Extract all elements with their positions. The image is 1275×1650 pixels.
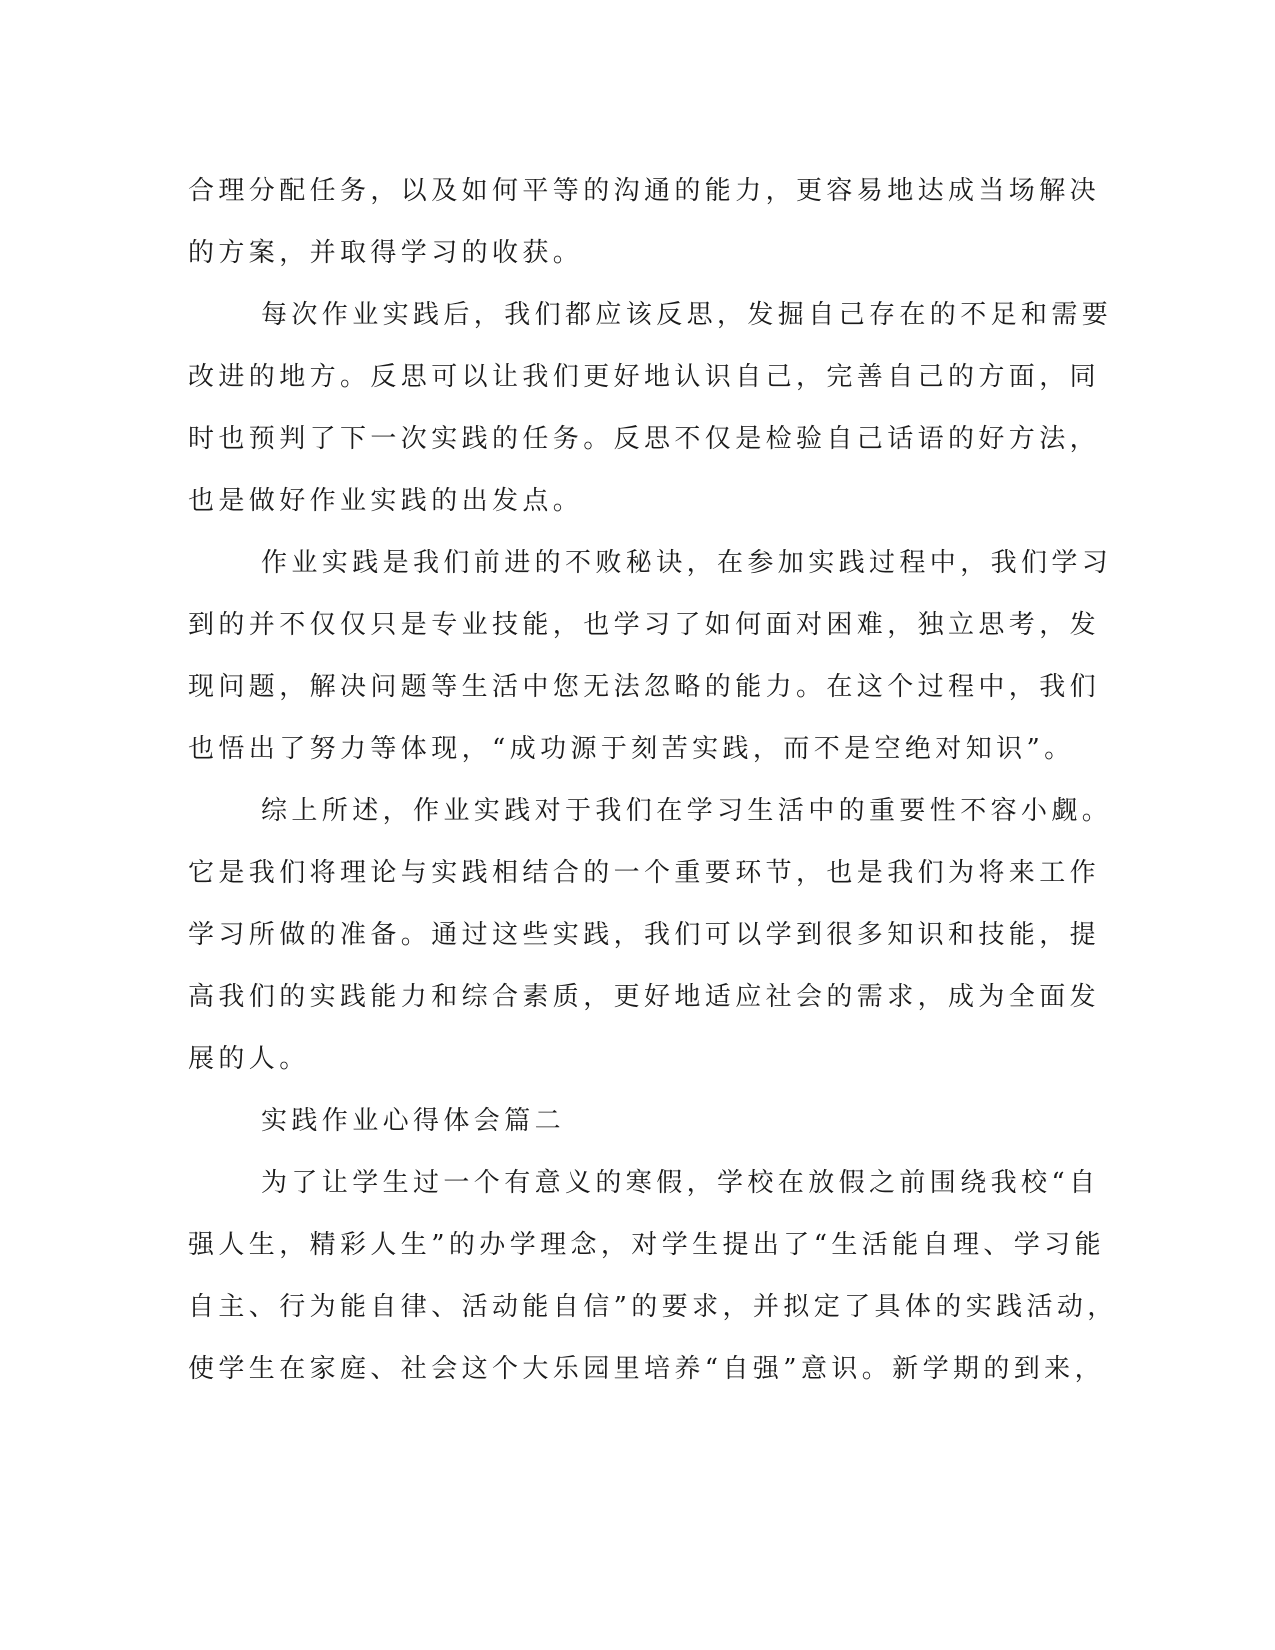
text-line: 到的并不仅仅只是专业技能，也学习了如何面对困难，独立思考，发 — [188, 610, 1101, 640]
paragraph-start-line: 综上所述，作业实践对于我们在学习生活中的重要性不容小觑。 — [261, 796, 1113, 826]
text-line: 改进的地方。反思可以让我们更好地认识自己，完善自己的方面，同 — [188, 362, 1101, 392]
text-line: 时也预判了下一次实践的任务。反思不仅是检验自己话语的好方法， — [188, 424, 1101, 454]
text-line: 学习所做的准备。通过这些实践，我们可以学到很多知识和技能，提 — [188, 920, 1101, 950]
text-line: 高我们的实践能力和综合素质，更好地适应社会的需求，成为全面发 — [188, 982, 1101, 1012]
paragraph-start-line: 作业实践是我们前进的不败秘诀，在参加实践过程中，我们学习 — [261, 548, 1113, 578]
text-line: 现问题，解决问题等生活中您无法忽略的能力。在这个过程中，我们 — [188, 672, 1101, 702]
text-line: 合理分配任务，以及如何平等的沟通的能力，更容易地达成当场解决 — [188, 176, 1101, 206]
section-heading: 实践作业心得体会篇二 — [261, 1106, 566, 1136]
text-line: 展的人。 — [188, 1044, 310, 1074]
text-line: 它是我们将理论与实践相结合的一个重要环节，也是我们为将来工作 — [188, 858, 1101, 888]
text-line: 强人生，精彩人生”的办学理念，对学生提出了“生活能自理、学习能 — [188, 1230, 1105, 1260]
paragraph-start-line: 每次作业实践后，我们都应该反思，发掘自己存在的不足和需要 — [261, 300, 1113, 330]
text-line: 也悟出了努力等体现，“成功源于刻苦实践，而不是空绝对知识”。 — [188, 734, 1075, 764]
text-line: 的方案，并取得学习的收获。 — [188, 238, 584, 268]
document-body — [188, 160, 1118, 1400]
text-line: 也是做好作业实践的出发点。 — [188, 486, 584, 516]
text-line: 自主、行为能自律、活动能自信”的要求，并拟定了具体的实践活动， — [188, 1292, 1118, 1322]
paragraph-start-line: 为了让学生过一个有意义的寒假，学校在放假之前围绕我校“自 — [261, 1168, 1100, 1198]
text-line: 使学生在家庭、社会这个大乐园里培养“自强”意识。新学期的到来， — [188, 1354, 1105, 1384]
